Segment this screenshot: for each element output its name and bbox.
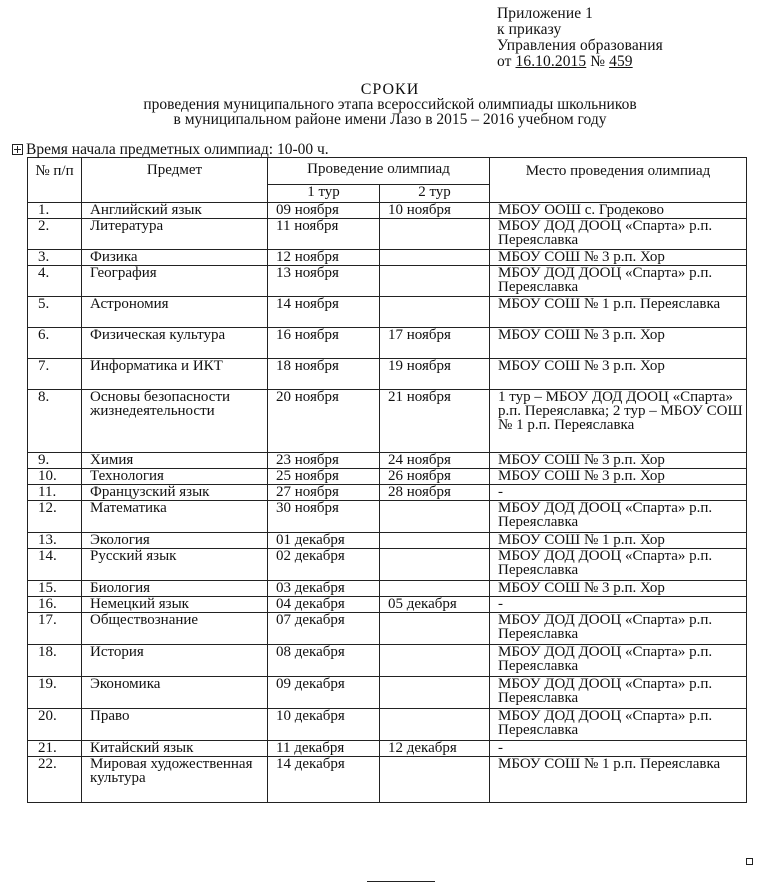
table-move-handle-icon[interactable] — [12, 144, 23, 155]
cell-subject: Немецкий язык — [82, 597, 268, 613]
cell-place: МБОУ СОШ № 1 р.п. Переяславка — [490, 757, 747, 803]
cell-place: МБОУ ДОД ДООЦ «Спарта» р.п. Переяславка — [490, 677, 747, 709]
cell-tour-1: 04 декабря — [268, 597, 380, 613]
table-row — [28, 757, 747, 803]
header-conduct: Проведение олимпиад — [268, 158, 490, 185]
cell-tour-1: 02 декабря — [268, 549, 380, 581]
cell-place: МБОУ СОШ № 3 р.п. Хор — [490, 359, 747, 390]
cell-tour-1: 18 ноября — [268, 359, 380, 390]
cell-place: МБОУ СОШ № 3 р.п. Хор — [490, 250, 747, 266]
appendix-line-1: Приложение 1 — [497, 5, 594, 22]
cell-tour-2: 05 декабря — [380, 597, 490, 613]
cell-subject: Астрономия — [82, 297, 268, 328]
cell-place: МБОУ СОШ № 3 р.п. Хор — [490, 469, 747, 485]
cell-num: 5. — [28, 297, 82, 328]
cell-tour-1: 30 ноября — [268, 501, 380, 533]
cell-place: МБОУ СОШ № 3 р.п. Хор — [490, 581, 747, 597]
cell-tour-1: 09 ноября — [268, 203, 380, 219]
cell-tour-1: 25 ноября — [268, 469, 380, 485]
table-row — [28, 359, 747, 390]
cell-tour-2 — [380, 501, 490, 533]
table-row — [28, 266, 747, 297]
cell-tour-2 — [380, 219, 490, 250]
table-row — [28, 469, 747, 485]
cell-subject: Основы безопасности жизнедеятельности — [82, 390, 268, 453]
cell-place: МБОУ ООШ с. Гродеково — [490, 203, 747, 219]
cell-subject: Физическая культура — [82, 328, 268, 359]
cell-subject: Китайский язык — [82, 741, 268, 757]
cell-place: МБОУ СОШ № 3 р.п. Хор — [490, 328, 747, 359]
table-row — [28, 328, 747, 359]
table-row — [28, 297, 747, 328]
cell-tour-2 — [380, 297, 490, 328]
table-row — [28, 203, 747, 219]
cell-num: 11. — [28, 485, 82, 501]
cell-place: - — [490, 485, 747, 501]
cell-tour-2: 10 ноября — [380, 203, 490, 219]
header-subject: Предмет — [82, 158, 268, 203]
cell-tour-1: 16 ноября — [268, 328, 380, 359]
header-tour-2: 2 тур — [380, 185, 490, 203]
cell-num: 8. — [28, 390, 82, 453]
cell-tour-1: 01 декабря — [268, 533, 380, 549]
cell-subject: Математика — [82, 501, 268, 533]
cell-num: 2. — [28, 219, 82, 250]
cell-place: - — [490, 741, 747, 757]
cell-tour-1: 13 ноября — [268, 266, 380, 297]
cell-tour-1: 10 декабря — [268, 709, 380, 741]
cell-place: МБОУ ДОД ДООЦ «Спарта» р.п. Переяславка — [490, 549, 747, 581]
appendix-line-3: Управления образования — [497, 37, 663, 54]
cell-tour-2 — [380, 549, 490, 581]
cell-tour-2: 17 ноября — [380, 328, 490, 359]
table-row — [28, 533, 747, 549]
cell-subject: Французский язык — [82, 485, 268, 501]
cell-place: МБОУ СОШ № 3 р.п. Хор — [490, 453, 747, 469]
cell-num: 12. — [28, 501, 82, 533]
cell-place: МБОУ ДОД ДООЦ «Спарта» р.п. Переяславка — [490, 709, 747, 741]
cell-subject: Литература — [82, 219, 268, 250]
cell-num: 20. — [28, 709, 82, 741]
cell-subject: Химия — [82, 453, 268, 469]
table-row — [28, 581, 747, 597]
cell-tour-1: 07 декабря — [268, 613, 380, 645]
cell-tour-2: 12 декабря — [380, 741, 490, 757]
cell-tour-2 — [380, 645, 490, 677]
cell-place: МБОУ СОШ № 1 р.п. Переяславка — [490, 297, 747, 328]
cell-tour-2 — [380, 581, 490, 597]
table-resize-handle[interactable] — [746, 858, 753, 865]
appendix-order-date: 16.10.2015 — [515, 53, 587, 70]
cell-num: 1. — [28, 203, 82, 219]
cell-place: МБОУ ДОД ДООЦ «Спарта» р.п. Переяславка — [490, 501, 747, 533]
table-row — [28, 485, 747, 501]
cell-num: 7. — [28, 359, 82, 390]
cell-tour-1: 09 декабря — [268, 677, 380, 709]
cell-tour-2: 24 ноября — [380, 453, 490, 469]
table-row — [28, 677, 747, 709]
cell-tour-1: 14 ноября — [268, 297, 380, 328]
cell-tour-2 — [380, 677, 490, 709]
table-row — [28, 709, 747, 741]
cell-subject: Английский язык — [82, 203, 268, 219]
cell-subject: Физика — [82, 250, 268, 266]
cell-place: МБОУ ДОД ДООЦ «Спарта» р.п. Переяславка — [490, 613, 747, 645]
cell-tour-2 — [380, 709, 490, 741]
title-line-2: проведения муниципального этапа всероссийской олимпиады школьников — [143, 96, 637, 113]
header-tour-1: 1 тур — [268, 185, 380, 203]
cell-subject: Информатика и ИКТ — [82, 359, 268, 390]
appendix-block — [497, 6, 757, 70]
title-line-3: в муниципальном районе имени Лазо в 2015 – 2016 учебном году — [173, 111, 607, 128]
cell-subject: География — [82, 266, 268, 297]
table-row — [28, 597, 747, 613]
header-num: № п/п — [28, 158, 82, 203]
cell-tour-2: 21 ноября — [380, 390, 490, 453]
cell-subject: Биология — [82, 581, 268, 597]
cell-num: 14. — [28, 549, 82, 581]
cell-place: - — [490, 597, 747, 613]
cell-tour-2 — [380, 266, 490, 297]
cell-tour-1: 14 декабря — [268, 757, 380, 803]
table-row — [28, 645, 747, 677]
document-title — [60, 82, 720, 127]
start-time-text: Время начала предметных олимпиад: 10-00 ч. — [26, 141, 329, 158]
start-time-line — [12, 142, 329, 158]
cell-tour-1: 08 декабря — [268, 645, 380, 677]
appendix-date-prefix: от — [497, 53, 516, 70]
cell-tour-2 — [380, 613, 490, 645]
appendix-order-number: 459 — [609, 53, 633, 70]
cell-subject: Технология — [82, 469, 268, 485]
cell-num: 21. — [28, 741, 82, 757]
cell-tour-1: 12 ноября — [268, 250, 380, 266]
cell-num: 13. — [28, 533, 82, 549]
cell-num: 6. — [28, 328, 82, 359]
cell-subject: История — [82, 645, 268, 677]
table-row — [28, 501, 747, 533]
cell-place: МБОУ СОШ № 1 р.п. Хор — [490, 533, 747, 549]
cell-subject: Обществознание — [82, 613, 268, 645]
appendix-line-2: к приказу — [497, 21, 562, 38]
title-main: СРОКИ — [360, 81, 420, 98]
table-row — [28, 453, 747, 469]
cell-tour-2 — [380, 250, 490, 266]
cell-num: 10. — [28, 469, 82, 485]
cell-place: МБОУ ДОД ДООЦ «Спарта» р.п. Переяславка — [490, 266, 747, 297]
header-place: Место проведения олимпиад — [490, 158, 747, 203]
cell-tour-1: 20 ноября — [268, 390, 380, 453]
cell-num: 17. — [28, 613, 82, 645]
cell-num: 3. — [28, 250, 82, 266]
cell-subject: Экономика — [82, 677, 268, 709]
table-row — [28, 250, 747, 266]
cell-num: 16. — [28, 597, 82, 613]
cell-subject: Русский язык — [82, 549, 268, 581]
cell-subject: Право — [82, 709, 268, 741]
cell-tour-1: 27 ноября — [268, 485, 380, 501]
appendix-order-line — [497, 54, 757, 70]
table-row — [28, 613, 747, 645]
table-row — [28, 390, 747, 453]
footer-rule — [367, 881, 435, 882]
cell-subject: Экология — [82, 533, 268, 549]
cell-tour-2 — [380, 757, 490, 803]
cell-tour-1: 11 ноября — [268, 219, 380, 250]
cell-tour-2: 28 ноября — [380, 485, 490, 501]
appendix-number-sign: № — [586, 53, 610, 70]
cell-tour-1: 23 ноября — [268, 453, 380, 469]
cell-num: 15. — [28, 581, 82, 597]
cell-tour-2 — [380, 533, 490, 549]
cell-tour-1: 11 декабря — [268, 741, 380, 757]
cell-place: МБОУ ДОД ДООЦ «Спарта» р.п. Переяславка — [490, 219, 747, 250]
table-row — [28, 219, 747, 250]
table-row — [28, 741, 747, 757]
cell-subject: Мировая художественная культура — [82, 757, 268, 803]
cell-num: 22. — [28, 757, 82, 803]
cell-place: МБОУ ДОД ДООЦ «Спарта» р.п. Переяславка — [490, 645, 747, 677]
cell-place: 1 тур – МБОУ ДОД ДООЦ «Спарта» р.п. Переяславка; 2 тур – МБОУ СОШ № 1 р.п. Переяславка — [490, 390, 747, 453]
schedule-body — [28, 203, 747, 803]
cell-num: 4. — [28, 266, 82, 297]
cell-num: 19. — [28, 677, 82, 709]
table-row — [28, 549, 747, 581]
cell-num: 9. — [28, 453, 82, 469]
cell-num: 18. — [28, 645, 82, 677]
cell-tour-2: 19 ноября — [380, 359, 490, 390]
schedule-table — [27, 157, 747, 803]
cell-tour-1: 03 декабря — [268, 581, 380, 597]
cell-tour-2: 26 ноября — [380, 469, 490, 485]
